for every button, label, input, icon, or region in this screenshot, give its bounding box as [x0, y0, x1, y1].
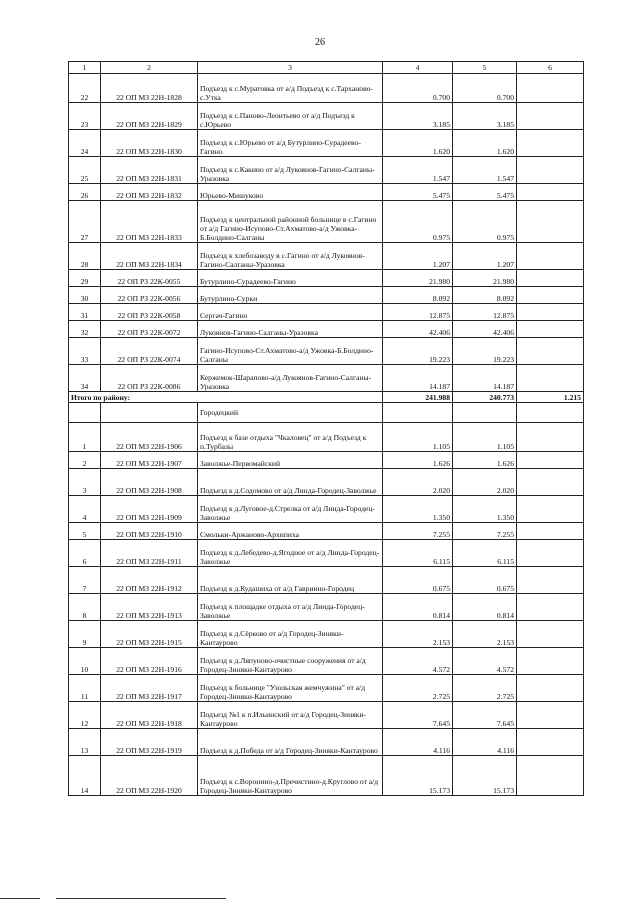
- length-total: 2.725: [383, 675, 453, 702]
- table-row: [69, 594, 584, 621]
- length-asphalt: 4.116: [453, 729, 517, 756]
- road-name: Подъезд к с.Юрьево от а/д Бутурлино-Сурадеево-Гагино: [198, 130, 383, 157]
- length-asphalt: 1.626: [453, 452, 517, 469]
- length-total: 0.814: [383, 594, 453, 621]
- length-total: 1.620: [383, 130, 453, 157]
- empty-cell: [69, 403, 101, 423]
- length-other: [517, 74, 584, 103]
- length-asphalt: 3.185: [453, 103, 517, 130]
- road-code: 22 ОП МЗ 22Н-1917: [101, 675, 198, 702]
- length-other: [517, 648, 584, 675]
- row-number: 6: [69, 540, 101, 567]
- length-other: [517, 523, 584, 540]
- road-code: 22 ОП РЗ 22К-0072: [101, 321, 198, 338]
- length-total: 2.153: [383, 621, 453, 648]
- table-row: [69, 756, 584, 796]
- road-name: Подъезд к с.Паново-Леонтьево от а/д Подъезд к с.Юрьево: [198, 103, 383, 130]
- length-other: [517, 338, 584, 365]
- row-number: 26: [69, 184, 101, 201]
- length-asphalt: 1.350: [453, 496, 517, 523]
- header-cell: 3: [198, 62, 383, 74]
- length-other: [517, 423, 584, 452]
- road-name: Подъезд к площадке отдыха от а/д Линда-Городец-Заволжье: [198, 594, 383, 621]
- table-row: [69, 621, 584, 648]
- footer-line-right: [56, 898, 226, 899]
- length-asphalt: 8.092: [453, 287, 517, 304]
- header-cell: 1: [69, 62, 101, 74]
- length-other: [517, 756, 584, 796]
- row-number: 31: [69, 304, 101, 321]
- length-total: 0.700: [383, 74, 453, 103]
- length-total: 19.223: [383, 338, 453, 365]
- empty-cell: [101, 403, 198, 423]
- empty-cell: [517, 403, 584, 423]
- length-asphalt: 21.980: [453, 270, 517, 287]
- length-total: 7.255: [383, 523, 453, 540]
- road-code: 22 ОП РЗ 22К-0074: [101, 338, 198, 365]
- table-row: [69, 74, 584, 103]
- length-asphalt: 2.725: [453, 675, 517, 702]
- length-other: [517, 702, 584, 729]
- row-number: 22: [69, 74, 101, 103]
- length-total: 7.645: [383, 702, 453, 729]
- road-name: Подъезд к с.Муратовка от а/д Подъезд к с.Тарханово-с.Утка: [198, 74, 383, 103]
- length-asphalt: 2.020: [453, 469, 517, 496]
- road-name: Подъезд к д.Содомово от а/д Линда-Городец-Заволжье: [198, 469, 383, 496]
- row-number: 2: [69, 452, 101, 469]
- length-other: [517, 469, 584, 496]
- empty-cell: [383, 403, 453, 423]
- table-row: [69, 452, 584, 469]
- table-row: [69, 702, 584, 729]
- length-asphalt: 0.700: [453, 74, 517, 103]
- length-total: 6.115: [383, 540, 453, 567]
- road-code: 22 ОП МЗ 22Н-1913: [101, 594, 198, 621]
- header-cell: 2: [101, 62, 198, 74]
- length-asphalt: 12.875: [453, 304, 517, 321]
- road-code: 22 ОП МЗ 22Н-1828: [101, 74, 198, 103]
- row-number: 29: [69, 270, 101, 287]
- length-other: [517, 594, 584, 621]
- road-name: Подъезд к д.Кудашиха от а/д Гавриино-Городец: [198, 567, 383, 594]
- table-row: [69, 496, 584, 523]
- total-row: [69, 392, 584, 403]
- table-row: [69, 243, 584, 270]
- length-total: 2.020: [383, 469, 453, 496]
- road-name: Юрьево-Мишуково: [198, 184, 383, 201]
- row-number: 5: [69, 523, 101, 540]
- empty-cell: [453, 403, 517, 423]
- length-total: 14.187: [383, 365, 453, 392]
- road-code: 22 ОП МЗ 22Н-1908: [101, 469, 198, 496]
- length-asphalt: 1.547: [453, 157, 517, 184]
- road-name: Подъезд к больнице "Узольская жемчужина" от а/д Городец-Зиняки-Кантаурово: [198, 675, 383, 702]
- length-other: [517, 675, 584, 702]
- row-number: 33: [69, 338, 101, 365]
- table-row: [69, 270, 584, 287]
- length-asphalt: 7.645: [453, 702, 517, 729]
- length-total: 1.547: [383, 157, 453, 184]
- road-code: 22 ОП МЗ 22Н-1906: [101, 423, 198, 452]
- table-row: [69, 338, 584, 365]
- length-asphalt: 15.173: [453, 756, 517, 796]
- table-row: [69, 469, 584, 496]
- road-code: 22 ОП МЗ 22Н-1834: [101, 243, 198, 270]
- road-name: Бутурлино-Сурадеево-Гагино: [198, 270, 383, 287]
- road-name: Подъезд к д.Победа от а/д Городец-Зиняки-Кантаурово: [198, 729, 383, 756]
- road-code: 22 ОП РЗ 22К-0086: [101, 365, 198, 392]
- total-label: Итого по району:: [69, 392, 383, 403]
- length-other: [517, 729, 584, 756]
- header-cell: 6: [517, 62, 584, 74]
- row-number: 28: [69, 243, 101, 270]
- row-number: 11: [69, 675, 101, 702]
- road-code: 22 ОП МЗ 22Н-1918: [101, 702, 198, 729]
- length-asphalt: 2.153: [453, 621, 517, 648]
- table-row: [69, 321, 584, 338]
- road-code: 22 ОП МЗ 22Н-1831: [101, 157, 198, 184]
- length-asphalt: 14.187: [453, 365, 517, 392]
- road-code: 22 ОП МЗ 22Н-1829: [101, 103, 198, 130]
- length-asphalt: 5.475: [453, 184, 517, 201]
- length-other: [517, 621, 584, 648]
- road-code: 22 ОП МЗ 22Н-1912: [101, 567, 198, 594]
- row-number: 24: [69, 130, 101, 157]
- road-code: 22 ОП МЗ 22Н-1915: [101, 621, 198, 648]
- road-name: Подъезд к д.Ляпуново-очистные сооружения от а/д Городец-Зиняки-Кантаурово: [198, 648, 383, 675]
- road-name: Смольки-Аржаново-Архипиха: [198, 523, 383, 540]
- length-asphalt: 1.105: [453, 423, 517, 452]
- length-other: [517, 270, 584, 287]
- length-total: 3.185: [383, 103, 453, 130]
- row-number: 14: [69, 756, 101, 796]
- row-number: 27: [69, 201, 101, 243]
- header-cell: 5: [453, 62, 517, 74]
- row-number: 4: [69, 496, 101, 523]
- row-number: 34: [69, 365, 101, 392]
- length-total: 8.092: [383, 287, 453, 304]
- road-name: Подъезд к д.Лебедево-д.Ягодное от а/д Линда-Городец-Заволжье: [198, 540, 383, 567]
- length-total: 1.105: [383, 423, 453, 452]
- length-other: [517, 201, 584, 243]
- region-row: [69, 403, 584, 423]
- road-name: Кержемок-Шарапово-а/д Лукоянов-Гагино-Салганы-Уразовка: [198, 365, 383, 392]
- length-other: [517, 184, 584, 201]
- row-number: 30: [69, 287, 101, 304]
- road-code: 22 ОП МЗ 22Н-1919: [101, 729, 198, 756]
- row-number: 32: [69, 321, 101, 338]
- length-asphalt: 6.115: [453, 540, 517, 567]
- table-row: [69, 157, 584, 184]
- length-asphalt: 0.814: [453, 594, 517, 621]
- length-other: [517, 103, 584, 130]
- table-row: [69, 184, 584, 201]
- total-other: 1.215: [517, 392, 584, 403]
- length-other: [517, 287, 584, 304]
- row-number: 25: [69, 157, 101, 184]
- row-number: 1: [69, 423, 101, 452]
- table-row: [69, 567, 584, 594]
- row-number: 13: [69, 729, 101, 756]
- total-total: 241.988: [383, 392, 453, 403]
- road-name: Подъезд к хлебозаводу в с.Гагино от а/д Лукоянов-Гагино-Салганы-Уразовка: [198, 243, 383, 270]
- table-row: [69, 201, 584, 243]
- road-name: Подъезд к д.Сёрково от а/д Городец-Зиняки-Кантаурово: [198, 621, 383, 648]
- length-total: 42.406: [383, 321, 453, 338]
- length-other: [517, 496, 584, 523]
- road-code: 22 ОП РЗ 22К-0055: [101, 270, 198, 287]
- length-other: [517, 540, 584, 567]
- road-code: 22 ОП МЗ 22Н-1916: [101, 648, 198, 675]
- road-code: 22 ОП РЗ 22К-0058: [101, 304, 198, 321]
- road-name: Подъезд к с.Какино от а/д Лукоянов-Гагино-Салганы-Уразовка: [198, 157, 383, 184]
- header-cell: 4: [383, 62, 453, 74]
- road-name: Подъезд к д.Луговое-д.Стрелка от а/д Линда-Городец-Заволжье: [198, 496, 383, 523]
- length-asphalt: 19.223: [453, 338, 517, 365]
- length-asphalt: 0.975: [453, 201, 517, 243]
- length-asphalt: 4.572: [453, 648, 517, 675]
- length-total: 1.350: [383, 496, 453, 523]
- road-name: Подъезд к базе отдыха "Чкаловец" от а/д Подъезд к п.Турбазы: [198, 423, 383, 452]
- table-row: [69, 729, 584, 756]
- road-name: Заволжье-Первомайский: [198, 452, 383, 469]
- road-code: 22 ОП МЗ 22Н-1833: [101, 201, 198, 243]
- region-name: Городецкий: [198, 403, 383, 423]
- road-code: 22 ОП МЗ 22Н-1920: [101, 756, 198, 796]
- length-other: [517, 365, 584, 392]
- road-code: 22 ОП МЗ 22Н-1907: [101, 452, 198, 469]
- length-other: [517, 130, 584, 157]
- length-total: 5.475: [383, 184, 453, 201]
- table-row: [69, 648, 584, 675]
- length-total: 4.116: [383, 729, 453, 756]
- roads-table: [68, 61, 584, 796]
- length-total: 12.875: [383, 304, 453, 321]
- header-row: [69, 62, 584, 74]
- table-row: [69, 130, 584, 157]
- road-name: Подъезд №1 к п.Ильинский от а/д Городец-Зиняки-Кантаурово: [198, 702, 383, 729]
- length-other: [517, 157, 584, 184]
- length-other: [517, 452, 584, 469]
- road-name: Лукоянов-Гагино-Салганы-Уразовка: [198, 321, 383, 338]
- length-total: 21.980: [383, 270, 453, 287]
- road-code: 22 ОП МЗ 22Н-1909: [101, 496, 198, 523]
- road-name: Гагино-Исупово-Ст.Ахматово-а/д Ужовка-Б.Болдино-Салганы: [198, 338, 383, 365]
- road-code: 22 ОП МЗ 22Н-1832: [101, 184, 198, 201]
- length-other: [517, 243, 584, 270]
- length-asphalt: 7.255: [453, 523, 517, 540]
- road-code: 22 ОП МЗ 22Н-1830: [101, 130, 198, 157]
- table-row: [69, 365, 584, 392]
- road-code: 22 ОП МЗ 22Н-1911: [101, 540, 198, 567]
- road-code: 22 ОП РЗ 22К-0056: [101, 287, 198, 304]
- length-total: 4.572: [383, 648, 453, 675]
- length-asphalt: 1.207: [453, 243, 517, 270]
- table-row: [69, 540, 584, 567]
- length-total: 0.675: [383, 567, 453, 594]
- row-number: 23: [69, 103, 101, 130]
- table-row: [69, 423, 584, 452]
- row-number: 9: [69, 621, 101, 648]
- row-number: 8: [69, 594, 101, 621]
- table-row: [69, 523, 584, 540]
- page-number: 26: [315, 37, 325, 48]
- length-other: [517, 567, 584, 594]
- row-number: 12: [69, 702, 101, 729]
- table-row: [69, 103, 584, 130]
- length-asphalt: 1.620: [453, 130, 517, 157]
- length-total: 0.975: [383, 201, 453, 243]
- road-code: 22 ОП МЗ 22Н-1910: [101, 523, 198, 540]
- road-name: Бутурлино-Сурки: [198, 287, 383, 304]
- table-row: [69, 304, 584, 321]
- row-number: 7: [69, 567, 101, 594]
- length-other: [517, 321, 584, 338]
- length-asphalt: 0.675: [453, 567, 517, 594]
- length-total: 15.173: [383, 756, 453, 796]
- total-asphalt: 240.773: [453, 392, 517, 403]
- road-name: Подъезд к с.Воронино-д.Пречистино-д.Круглово от а/д Городец-Зиняки-Кантаурово: [198, 756, 383, 796]
- length-asphalt: 42.406: [453, 321, 517, 338]
- road-name: Сергач-Гагино: [198, 304, 383, 321]
- table-row: [69, 675, 584, 702]
- table-row: [69, 287, 584, 304]
- length-other: [517, 304, 584, 321]
- road-name: Подъезд к центральной районной больнице в с.Гагино от а/д Гагино-Исупово-Ст.Ахматово-а/д Ужовка-Б.Болдино-Салганы: [198, 201, 383, 243]
- row-number: 10: [69, 648, 101, 675]
- footer-line-left: [0, 898, 40, 899]
- length-total: 1.626: [383, 452, 453, 469]
- row-number: 3: [69, 469, 101, 496]
- length-total: 1.207: [383, 243, 453, 270]
